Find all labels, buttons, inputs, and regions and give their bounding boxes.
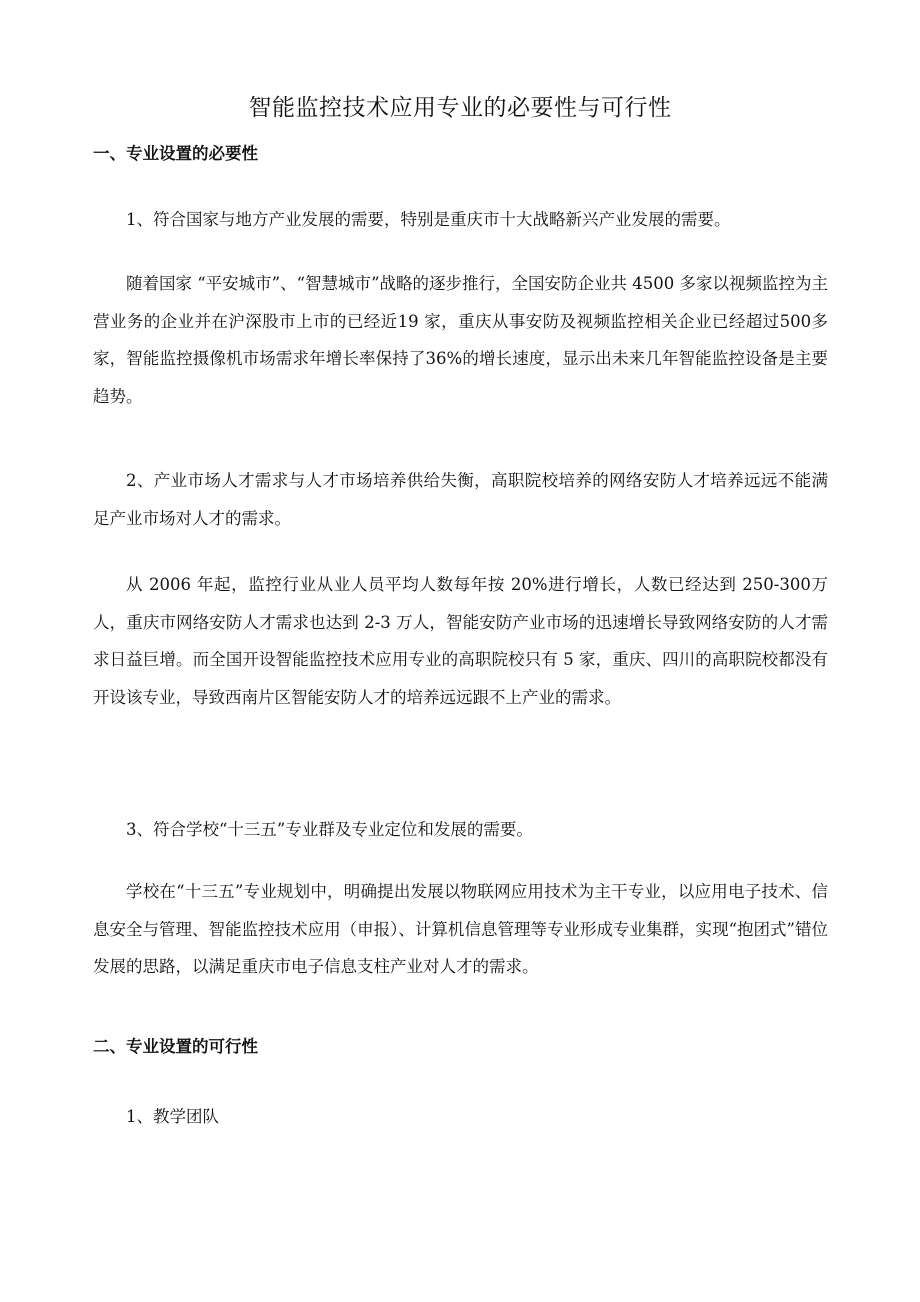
section-heading-necessity: 一、专业设置的必要性 [93, 144, 258, 163]
necessity-item-1-title: 1、符合国家与地方产业发展的需要，特别是重庆市十大战略新兴产业发展的需要。 [126, 210, 731, 229]
necessity-item-1-body: 随着国家 “平安城市”、“智慧城市”战略的逐步推行，全国安防企业共 4500 多家以视频监控为主营业务的企业并在沪深股市上市的已经近19 家，重庆从事安防及视频监控相关企业已经超过500多家，智能监控摄像机市场需求年增长率保持了36%的增长速度，显示出未来几年智能监控设备是主要趋势。 [93, 274, 828, 406]
necessity-item-2-title: 2、产业市场人才需求与人才市场培养供给失衡，高职院校培养的网络安防人才培养远远不能满足产业市场对人才的需求。 [93, 471, 828, 528]
necessity-item-2-body: 从 2006 年起，监控行业从业人员平均人数每年按 20%进行增长，人数已经达到 250-300万人，重庆市网络安防人才需求也达到 2-3 万人，智能安防产业市场的迅速增长导致网络安防的人才需求日益巨增。而全国开设智能监控技术应用专业的高职院校只有 5 家，重庆、四川的高职院校都没有开设该专业，导致西南片区智能安防人才的培养远远跟不上产业的需求。 [93, 575, 828, 707]
necessity-item-3-body: 学校在“十三五”专业规划中，明确提出发展以物联网应用技术为主干专业，以应用电子技术、信息安全与管理、智能监控技术应用（申报）、计算机信息管理等专业形成专业集群，实现“抱团式”错位发展的思路，以满足重庆市电子信息支柱产业对人才的需求。 [93, 882, 828, 976]
feasibility-item-1-title: 1、教学团队 [126, 1107, 219, 1126]
section-heading-feasibility: 二、专业设置的可行性 [93, 1037, 258, 1056]
necessity-item-3-title: 3、符合学校“十三五”专业群及专业定位和发展的需要。 [126, 820, 533, 839]
document-title: 智能监控技术应用专业的必要性与可行性 [248, 95, 672, 121]
